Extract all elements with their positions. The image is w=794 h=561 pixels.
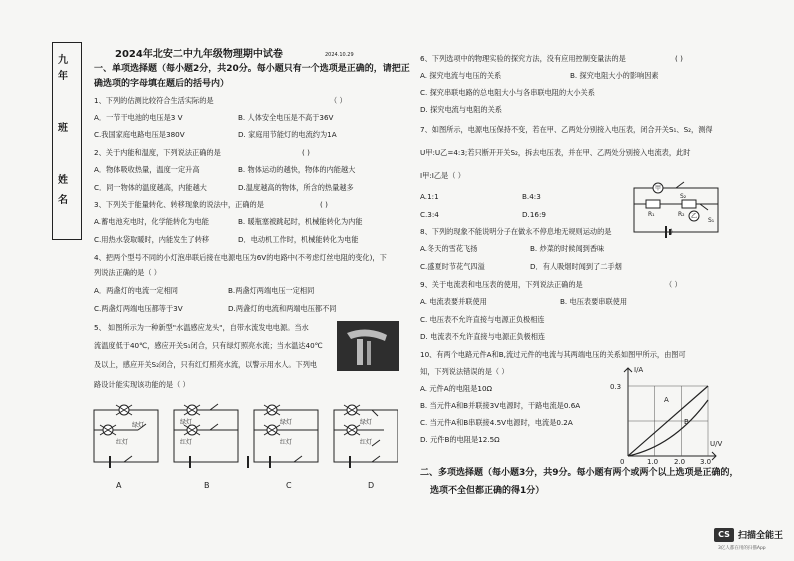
q10-option-c: C. 当元件A和B串联接4.5V电源时，电流是0.2A <box>420 418 573 427</box>
circuit-meter-jia: 甲 <box>655 185 662 192</box>
q9-option-b: B. 电压表要串联使用 <box>560 297 628 306</box>
q6-option-b: B. 探究电阻大小的影响因素 <box>570 71 659 80</box>
q3-stem: 3、下列关于能量转化、转移现象的说法中，正确的是 <box>94 200 264 209</box>
q7-option-d: D.16:9 <box>522 210 546 219</box>
q10-option-b: B. 当元件A和B并联接3V电源时，干路电流是0.6A <box>420 401 581 410</box>
graph-xlabel: U/V <box>710 440 723 448</box>
q7-stem: 7、如图所示，电源电压保持不变，若在甲、乙两处分别接入电压表，闭合开关S₁、S₂，测得 <box>420 125 713 134</box>
q7-option-a: A.1:1 <box>420 192 439 201</box>
q5-stem: 5、 如图所示为一种新型"水温感应龙头"，自带水流发电电源。当水 <box>94 323 309 332</box>
q1-option-a: A．一节干电池的电压是3 V <box>94 113 183 122</box>
q1-stem: 1、下列的估测比较符合生活实际的是 <box>94 96 214 105</box>
scanner-slogan: 3亿人都在用的扫描App <box>718 546 766 551</box>
q7-option-c: C.3:4 <box>420 210 439 219</box>
b-red-lamp-label: 红灯 <box>180 439 193 446</box>
c-green-lamp-label: 绿灯 <box>280 419 293 426</box>
section2-heading: 二、多项选择题（每小题3分，共9分。每小题有两个或两个以上选项是正确的， <box>420 468 739 478</box>
q8-answer-paren: ( ) <box>665 227 673 236</box>
grade-label-2: 年 <box>58 71 68 82</box>
q10-iv-graph <box>604 360 724 465</box>
circuit-s1: S₁ <box>708 217 715 224</box>
d-green-lamp-label: 绿灯 <box>360 419 373 426</box>
q6-option-a: A. 探究电流与电压的关系 <box>420 71 502 80</box>
q8-option-a: A.冬天的雪花飞扬 <box>420 244 478 253</box>
q7-stem-2: U甲:U乙=4:3;若只断开开关S₂，拆去电压表，并在甲、乙两处分别接入电流表，此时 <box>420 148 691 157</box>
q6-option-d: D. 探究电流与电阻的关系 <box>420 105 502 114</box>
exam-title: 2024年北安二中九年级物理期中试卷 <box>115 49 283 60</box>
name-label-2: 名 <box>58 195 68 206</box>
q7-circuit <box>628 176 728 238</box>
q2-stem: 2、关于内能和温度，下列说法正确的是 <box>94 148 221 157</box>
q5-circuit-options <box>88 400 398 495</box>
q2-answer-paren: ( ) <box>302 148 310 157</box>
graph-ylabel: I/A <box>634 366 644 374</box>
c-red-lamp-label: 红灯 <box>280 439 293 446</box>
q10-stem: 10、有两个电路元件A和B,流过元件的电流与其两端电压的关系如图甲所示，由图可 <box>420 350 686 359</box>
circuit-meter-yi: 乙 <box>691 213 698 220</box>
q10-option-a: A. 元件A的电阻是10Ω <box>420 384 493 393</box>
circuit-r2: R₂ <box>678 211 685 218</box>
q4-stem-cont: 列说法正确的是（ ） <box>94 268 161 277</box>
grade-label-1: 九 <box>58 55 68 66</box>
circuit-s2: S₂ <box>680 193 687 200</box>
faucet-photo <box>337 321 399 371</box>
q9-answer-paren: （ ） <box>665 280 682 289</box>
q2-option-d: D.温度越高的物体，所含的热量越多 <box>238 183 354 192</box>
section2-heading-cont: 选项不全但都正确的得1分） <box>430 486 545 496</box>
q10-stem-2: 知，下列说法错误的是（ ） <box>420 367 509 376</box>
a-green-lamp-label: 绿灯 <box>132 422 145 429</box>
d-red-lamp-label: 红灯 <box>360 439 373 446</box>
q4-option-b: B.两盏灯两端电压一定相同 <box>228 286 315 295</box>
q8-option-b: B. 炒菜的时候闻到香味 <box>530 244 605 253</box>
b-green-lamp-label: 绿灯 <box>180 419 193 426</box>
q6-stem: 6、下列选项中的物理实验的探究方法，没有应用控制变量法的是 <box>420 54 626 63</box>
graph-xtick-1: 1.0 <box>647 458 659 465</box>
circuit-label-a: A <box>116 481 122 490</box>
graph-line-b-label: B <box>684 418 689 426</box>
graph-ytick: 0.3 <box>610 383 622 391</box>
q7-option-b: B.4:3 <box>522 192 541 201</box>
q3-option-c: C.用热水袋取暖时，内能发生了转移 <box>94 235 210 244</box>
q6-answer-paren: ( ) <box>675 54 683 63</box>
exam-date: 2024.10.29 <box>325 52 354 58</box>
q9-option-d: D. 电流表不允许直接与电源正负极相连 <box>420 332 546 341</box>
q9-option-c: C. 电压表不允许直接与电源正负极相连 <box>420 315 545 324</box>
q9-option-a: A. 电流表要并联使用 <box>420 297 487 306</box>
graph-xtick-2: 2.0 <box>674 458 686 465</box>
circuit-r1: R₁ <box>648 211 655 218</box>
scanner-logo-badge: CS <box>714 528 734 542</box>
graph-xtick-3: 3.0 <box>700 458 712 465</box>
q8-option-c: C.盛夏时节花气四溢 <box>420 262 485 271</box>
q9-stem: 9、关于电流表和电压表的使用，下列说法正确的是 <box>420 280 583 289</box>
section1-heading: 一、单项选择题（每小题2分，共20分。每小题只有一个选项是正确的，请把正 <box>94 64 410 74</box>
graph-line-a-label: A <box>664 396 669 404</box>
q3-option-b: B. 暖瓶塞被跳起时，机械能转化为内能 <box>238 217 363 226</box>
circuit-label-d: D <box>368 481 375 490</box>
q10-option-d: D. 元件B的电阻是12.5Ω <box>420 435 500 444</box>
q5-stem-3: 及以上，感应开关S₂闭合，只有红灯照亮水流，以警示用水人。下列电 <box>94 360 318 369</box>
section1-heading-cont: 确选项的字母填在题后的括号内） <box>94 79 230 89</box>
q3-option-d: D．电动机工作时，机械能转化为电能 <box>238 235 359 244</box>
q8-option-d: D．有人吸烟时闻到了二手烟 <box>530 262 622 271</box>
q5-stem-2: 流温度低于40℃，感应开关S₁闭合，只有绿灯照亮水流；当水温达40℃ <box>94 341 323 350</box>
q2-option-a: A．物体吸收热量，温度一定升高 <box>94 165 200 174</box>
q3-option-a: A.蓄电池充电时，化学能转化为电能 <box>94 217 209 226</box>
name-label-1: 姓 <box>58 175 68 186</box>
q4-option-d: D.两盏灯的电流和两端电压都不同 <box>228 304 337 313</box>
scanner-app-name: 扫描全能王 <box>738 531 784 541</box>
q4-option-a: A．两盏灯的电流一定相同 <box>94 286 178 295</box>
q2-option-c: C．同一物体的温度越高，内能越大 <box>94 183 207 192</box>
q1-option-c: C.我国家庭电路电压是380V <box>94 130 185 139</box>
q1-answer-paren: （ ） <box>330 96 347 105</box>
q7-stem-3: I甲:I乙是（ ） <box>420 171 465 180</box>
q1-option-d: D. 家庭用节能灯的电流约为1A <box>238 130 337 139</box>
q4-option-c: C.两盏灯两端电压都等于3V <box>94 304 183 313</box>
q2-option-b: B. 物体运动的越快，物体的内能越大 <box>238 165 356 174</box>
student-info-box <box>52 42 82 240</box>
circuit-label-b: B <box>204 481 210 490</box>
q5-stem-4: 路设计能实现该功能的是（ ） <box>94 380 190 389</box>
circuit-label-c: C <box>286 481 292 490</box>
q4-stem: 4、把两个型号不同的小灯泡串联后接在电源电压为6V的电路中(不考虑灯丝电阻的变化)，下 <box>94 253 387 262</box>
a-red-lamp-label: 红灯 <box>116 439 129 446</box>
class-label: 班 <box>58 123 68 134</box>
graph-origin: 0 <box>620 458 625 465</box>
q1-option-b: B. 人体安全电压是不高于36V <box>238 113 334 122</box>
q8-stem: 8、下列的现象不能说明分子在做永不停息地无规则运动的是 <box>420 227 612 236</box>
q6-option-c: C. 探究串联电路的总电阻大小与各串联电阻的大小关系 <box>420 88 595 97</box>
q3-answer-paren: ( ) <box>320 200 328 209</box>
